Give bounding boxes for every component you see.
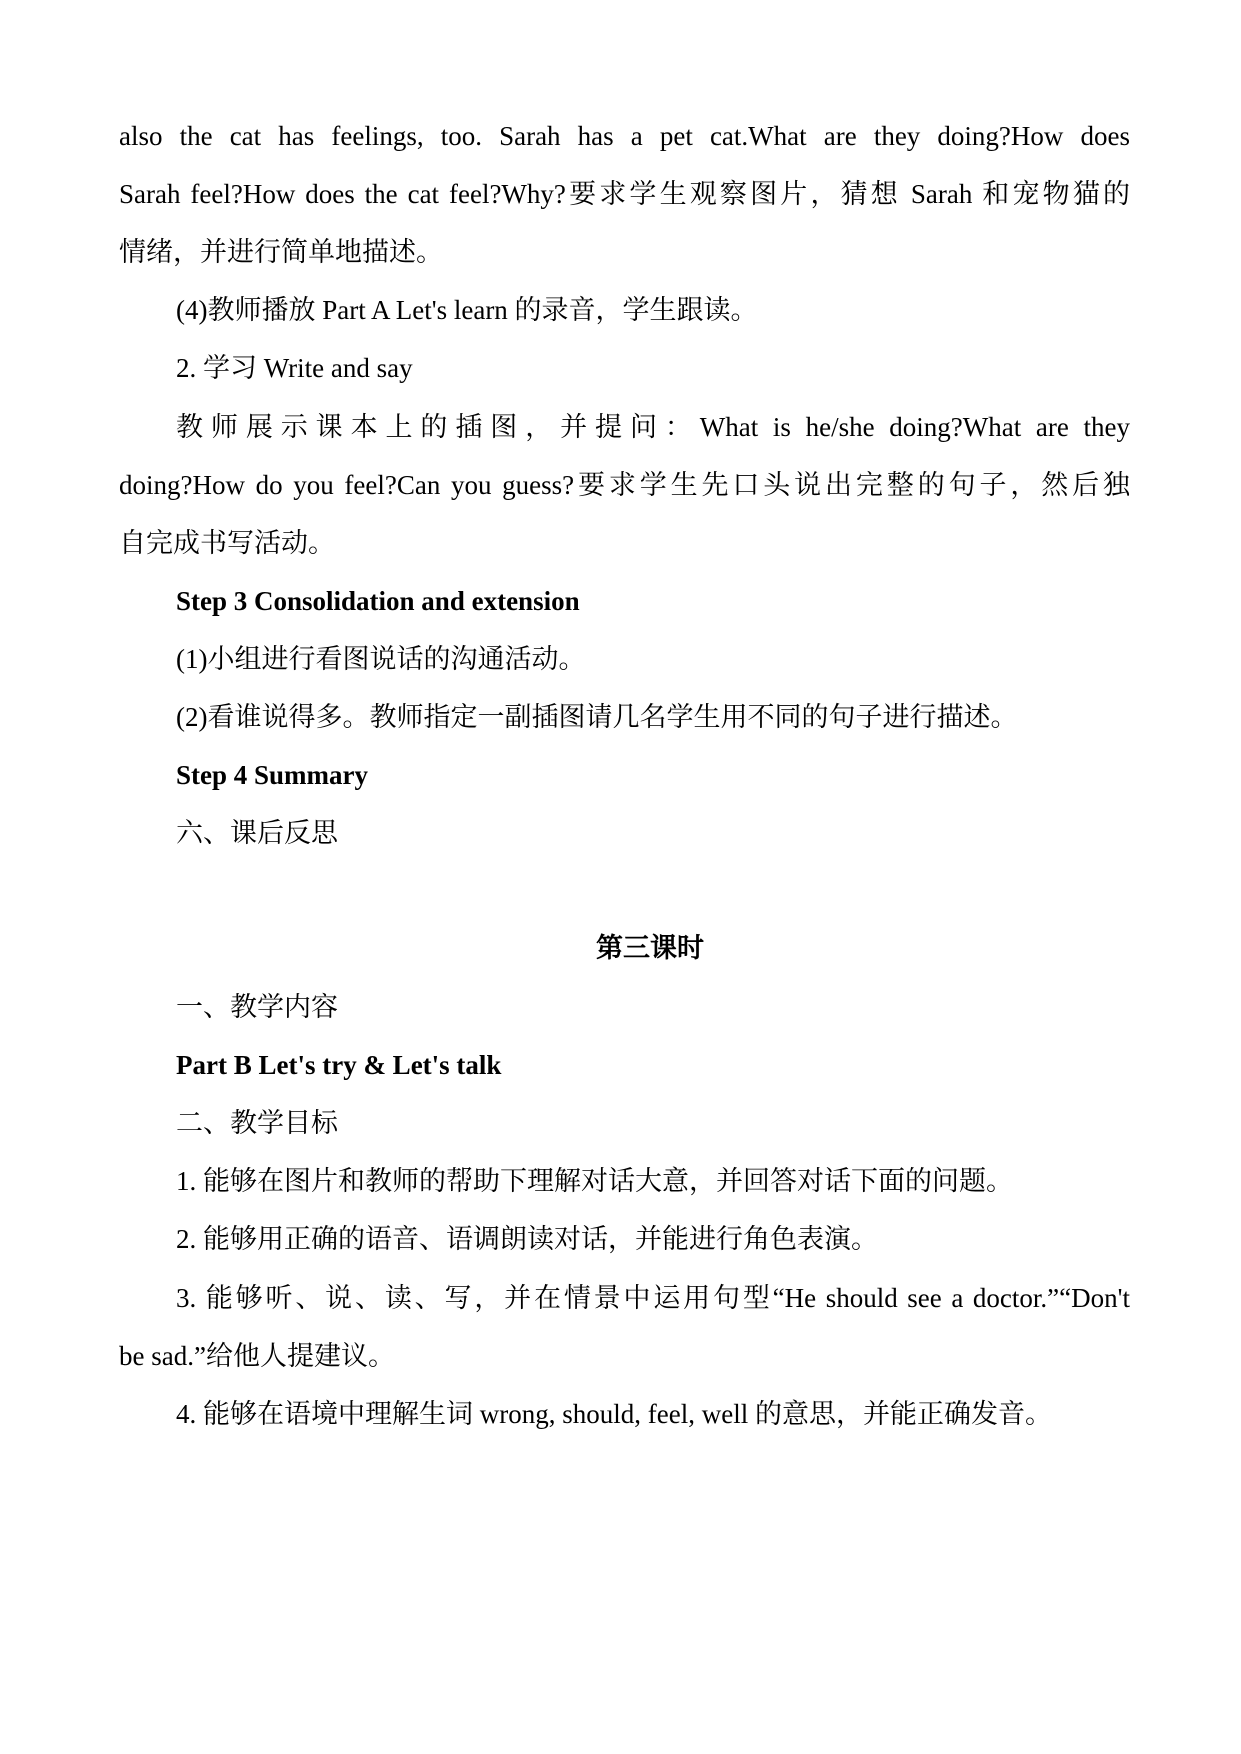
step-heading: Step 3 Consolidation and extension	[176, 586, 580, 616]
section-heading: 六、课后反思	[176, 818, 338, 848]
paragraph-line: doing?How do you feel?Can you guess?要求学生先口头说出完整的句子，然后独	[119, 470, 1130, 500]
objective-item: 1. 能够在图片和教师的帮助下理解对话大意，并回答对话下面的问题。	[176, 1166, 1013, 1196]
numbered-item: 2. 学习 Write and say	[176, 353, 413, 383]
paragraph-line: be sad.”给他人提建议。	[119, 1341, 395, 1371]
objective-item: 3. 能够听、说、读、写，并在情景中运用句型“He should see a doctor.”“Don't	[176, 1283, 1130, 1313]
step-item: (1)小组进行看图说话的沟通活动。	[176, 644, 586, 674]
step-heading: Step 4 Summary	[176, 760, 369, 790]
step-item: (4)教师播放 Part A Let's learn 的录音，学生跟读。	[176, 295, 758, 325]
lesson-title: 第三课时	[596, 933, 704, 963]
paragraph-line: also the cat has feelings, too. Sarah has a pet cat.What are they doing?How does	[119, 121, 1130, 151]
paragraph-line: 自完成书写活动。	[119, 528, 335, 558]
paragraph-line: 情绪，并进行简单地描述。	[119, 237, 443, 267]
step-item: (2)看谁说得多。教师指定一副插图请几名学生用不同的句子进行描述。	[176, 702, 1018, 732]
objective-item: 4. 能够在语境中理解生词 wrong, should, feel, well 的意思，并能正确发音。	[176, 1399, 1052, 1429]
paragraph-line: Sarah feel?How does the cat feel?Why?要求学生观察图片，猜想 Sarah 和宠物猫的	[119, 179, 1130, 209]
content-title: Part B Let's try & Let's talk	[176, 1050, 502, 1080]
paragraph-line: 教师展示课本上的插图，并提问：What is he/she doing?What are they	[176, 412, 1130, 442]
section-heading: 二、教学目标	[176, 1108, 338, 1138]
objective-item: 2. 能够用正确的语音、语调朗读对话，并能进行角色表演。	[176, 1224, 878, 1254]
section-heading: 一、教学内容	[176, 992, 338, 1022]
